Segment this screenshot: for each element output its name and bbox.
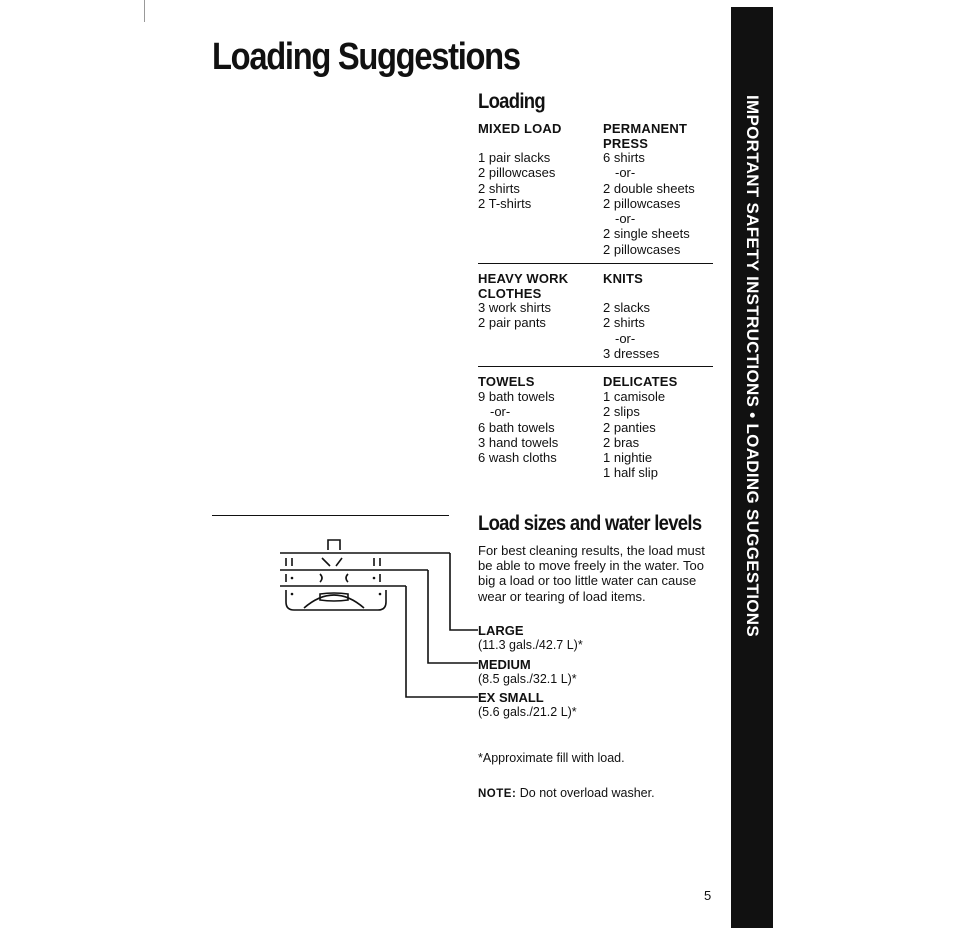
level-label: EX SMALL bbox=[478, 690, 544, 705]
list-item: 3 dresses bbox=[603, 345, 660, 361]
side-tab bbox=[731, 7, 773, 928]
heavy-work-list bbox=[478, 300, 551, 331]
list-item: 1 pair slacks bbox=[478, 150, 551, 165]
list-item: -or- bbox=[615, 211, 636, 227]
washer-tub-illustration bbox=[260, 530, 480, 730]
note-text: Do not overload washer. bbox=[519, 786, 655, 800]
list-item: 2 double sheets bbox=[603, 180, 695, 196]
list-item: 2 slips bbox=[603, 404, 640, 420]
load-sizes-intro: For best cleaning results, the load must be able to move freely in the water. Too big a load or too little water can cause wear or tearing of load items. bbox=[478, 543, 705, 604]
list-item: 2 panties bbox=[603, 419, 656, 435]
list-item: -or- bbox=[615, 165, 636, 181]
divider bbox=[478, 263, 713, 264]
level-value: (11.3 gals./42.7 L)* bbox=[478, 638, 583, 652]
list-item: 2 shirts bbox=[603, 315, 645, 331]
delicates-list bbox=[603, 389, 665, 481]
list-item: 2 pillowcases bbox=[478, 165, 556, 181]
water-level-medium bbox=[478, 657, 577, 687]
mixed-load-list bbox=[478, 150, 555, 211]
list-item: 3 work shirts bbox=[478, 300, 551, 315]
list-item: 9 bath towels bbox=[478, 389, 555, 404]
note bbox=[478, 786, 655, 802]
permanent-press-heading: PERMANENT PRESS bbox=[603, 121, 688, 151]
list-item: 2 T-shirts bbox=[478, 195, 532, 211]
list-item: 3 hand towels bbox=[478, 434, 559, 450]
list-item: 2 bras bbox=[603, 434, 640, 450]
knits-list bbox=[603, 300, 659, 361]
list-item: 1 half slip bbox=[603, 465, 658, 481]
list-item: 2 single sheets bbox=[603, 226, 690, 242]
level-label: MEDIUM bbox=[478, 657, 531, 672]
list-item: 6 bath towels bbox=[478, 419, 555, 435]
divider bbox=[212, 515, 449, 516]
water-level-large bbox=[478, 623, 583, 653]
load-sizes-title: Load sizes and water levels bbox=[478, 512, 702, 535]
delicates-heading: DELICATES bbox=[603, 374, 678, 389]
list-item: 2 shirts bbox=[478, 180, 520, 196]
divider bbox=[478, 366, 713, 367]
level-value: (8.5 gals./32.1 L)* bbox=[478, 672, 577, 686]
list-item: -or- bbox=[615, 330, 636, 346]
side-tab-label: IMPORTANT SAFETY INSTRUCTIONS • LOADING SUGGESTIONS bbox=[743, 95, 762, 637]
list-item: -or- bbox=[490, 404, 511, 420]
loading-title: Loading bbox=[478, 90, 545, 113]
list-item: 2 slacks bbox=[603, 300, 650, 315]
water-level-ex-small bbox=[478, 690, 577, 720]
list-item: 2 pillowcases bbox=[603, 195, 681, 211]
footnote: *Approximate fill with load. bbox=[478, 751, 625, 765]
page-number: 5 bbox=[704, 888, 712, 903]
note-label: NOTE: bbox=[478, 788, 517, 800]
heavy-work-heading: HEAVY WORK CLOTHES bbox=[478, 271, 569, 301]
permanent-press-list bbox=[603, 150, 695, 257]
towels-list bbox=[478, 389, 558, 465]
towels-heading: TOWELS bbox=[478, 374, 535, 389]
list-item: 6 shirts bbox=[603, 150, 645, 165]
list-item: 2 pillowcases bbox=[603, 241, 681, 257]
level-value: (5.6 gals./21.2 L)* bbox=[478, 705, 577, 719]
page-title: Loading Suggestions bbox=[212, 36, 520, 78]
mixed-load-heading: MIXED LOAD bbox=[478, 121, 562, 136]
knits-heading: KNITS bbox=[603, 271, 643, 286]
list-item: 1 nightie bbox=[603, 450, 653, 466]
level-label: LARGE bbox=[478, 623, 524, 638]
margin-mark bbox=[144, 0, 145, 22]
list-item: 6 wash cloths bbox=[478, 450, 557, 466]
list-item: 1 camisole bbox=[603, 389, 666, 404]
list-item: 2 pair pants bbox=[478, 315, 546, 331]
